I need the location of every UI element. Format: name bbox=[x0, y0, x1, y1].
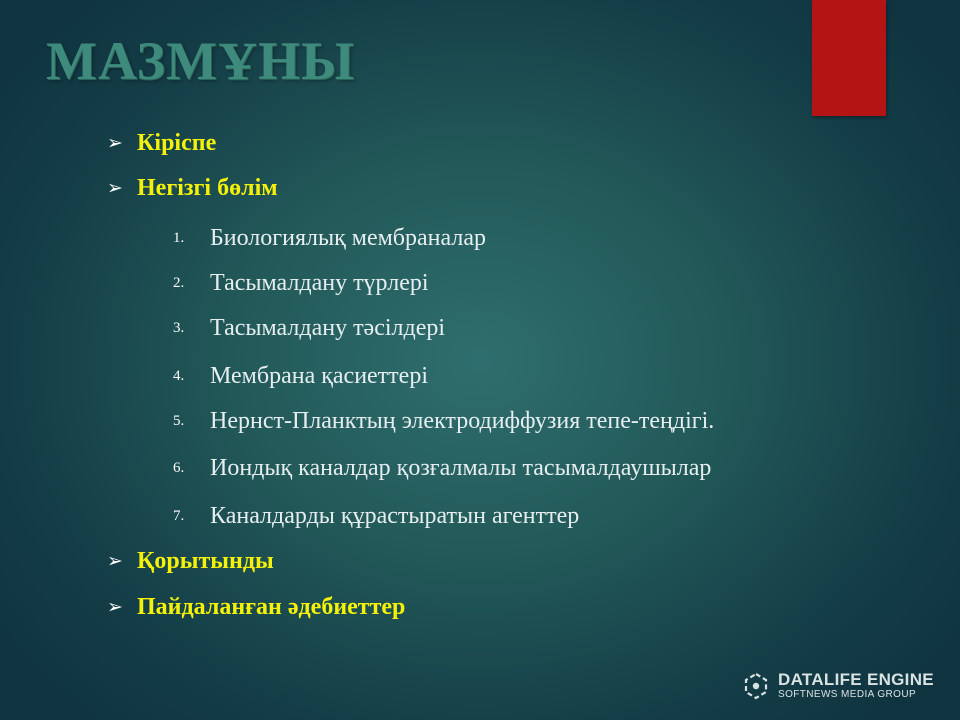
sub-list-item-label: Мембрана қасиеттері bbox=[210, 363, 428, 389]
arrow-bullet-icon: ➢ bbox=[107, 597, 123, 618]
list-item-label: Кіріспе bbox=[137, 130, 217, 156]
dle-logo-icon bbox=[742, 672, 770, 700]
arrow-bullet-icon: ➢ bbox=[107, 178, 123, 199]
list-item-label: Қорытынды bbox=[137, 548, 274, 574]
item-number: 6. bbox=[173, 460, 185, 476]
item-number: 2. bbox=[173, 275, 185, 291]
item-number: 7. bbox=[173, 508, 185, 524]
arrow-bullet-icon: ➢ bbox=[107, 133, 123, 154]
item-number: 4. bbox=[173, 368, 185, 384]
list-item-label: Пайдаланған әдебиеттер bbox=[137, 594, 406, 620]
list-item-conclusion bbox=[107, 548, 274, 575]
list-item-references bbox=[107, 594, 405, 621]
item-number: 1. bbox=[173, 230, 185, 246]
watermark bbox=[742, 671, 934, 700]
list-item-label: Негізгі бөлім bbox=[137, 175, 278, 201]
red-accent-rectangle bbox=[812, 0, 886, 116]
sub-list-item bbox=[173, 408, 714, 435]
slide-title: МАЗМҰНЫ bbox=[46, 31, 356, 91]
item-number: 5. bbox=[173, 413, 185, 429]
list-item-introduction bbox=[107, 130, 216, 157]
arrow-bullet-icon: ➢ bbox=[107, 551, 123, 572]
sub-list-item-label: Тасымалдану түрлері bbox=[210, 270, 429, 296]
sub-list-item bbox=[173, 315, 445, 342]
sub-list-item-label: Биологиялық мембраналар bbox=[210, 225, 486, 251]
sub-list-item-label: Каналдарды құрастыратын агенттер bbox=[210, 503, 580, 529]
sub-list-item-label: Иондық каналдар қозғалмалы тасымалдаушылар bbox=[210, 455, 712, 481]
sub-list-item-label: Тасымалдану тәсілдері bbox=[210, 315, 446, 341]
sub-list-item bbox=[173, 363, 428, 390]
sub-list-item-label: Нернст-Планктың электродиффузия тепе-теңдігі. bbox=[210, 408, 715, 434]
sub-list-item bbox=[173, 270, 429, 297]
watermark-subtitle: SOFTNEWS MEDIA GROUP bbox=[778, 689, 917, 700]
item-number: 3. bbox=[173, 320, 185, 336]
sub-list-item bbox=[173, 455, 711, 482]
list-item-main-part bbox=[107, 175, 278, 202]
sub-list-item bbox=[173, 225, 486, 252]
sub-list-item bbox=[173, 503, 579, 530]
watermark-title: DATALIFE ENGINE bbox=[778, 670, 934, 689]
